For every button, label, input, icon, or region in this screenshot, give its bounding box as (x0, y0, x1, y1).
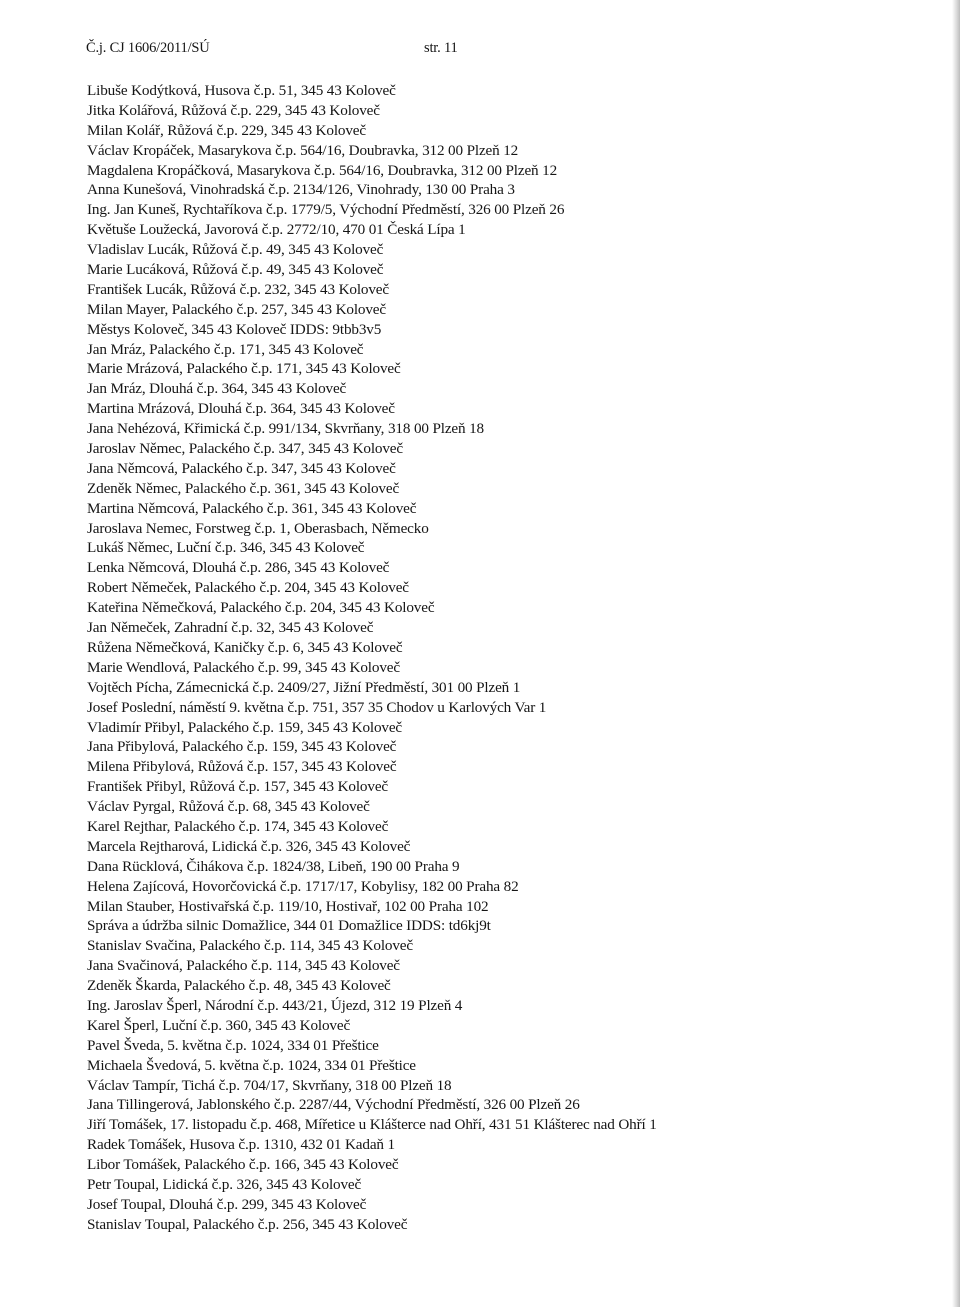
recipient-entry: Václav Tampír, Tichá č.p. 704/17, Skvrňany, 318 00 Plzeň 18 (87, 1076, 452, 1094)
recipient-entry: Kateřina Němečková, Palackého č.p. 204, 345 43 Koloveč (87, 599, 435, 617)
recipient-entry: Michaela Švedová, 5. května č.p. 1024, 334 01 Přeštice (87, 1056, 416, 1074)
scan-edge-shadow (952, 0, 960, 1307)
recipient-entry: Marie Mrázová, Palackého č.p. 171, 345 43 Koloveč (87, 360, 401, 378)
recipient-entry: Zdeněk Němec, Palackého č.p. 361, 345 43 Koloveč (87, 479, 400, 497)
recipient-entry: Karel Rejthar, Palackého č.p. 174, 345 43 Koloveč (87, 817, 389, 835)
recipient-entry: Růžena Němečková, Kaničky č.p. 6, 345 43 Koloveč (87, 638, 403, 656)
page-number: str. 11 (424, 40, 458, 56)
recipient-entry: Jan Mráz, Palackého č.p. 171, 345 43 Koloveč (87, 340, 364, 358)
recipient-entry: František Přibyl, Růžová č.p. 157, 345 43 Koloveč (87, 778, 388, 796)
recipient-entry: Stanislav Svačina, Palackého č.p. 114, 345 43 Koloveč (87, 937, 413, 955)
recipient-entry: Magdalena Kropáčková, Masarykova č.p. 564/16, Doubravka, 312 00 Plzeň 12 (87, 161, 558, 179)
recipient-entry: Květuše Loužecká, Javorová č.p. 2772/10, 470 01 Česká Lípa 1 (87, 221, 466, 239)
recipient-entry: Vladimír Přibyl, Palackého č.p. 159, 345 43 Koloveč (87, 718, 403, 736)
recipient-entry: Marie Wendlová, Palackého č.p. 99, 345 43 Koloveč (87, 658, 400, 676)
recipient-entry: Milan Mayer, Palackého č.p. 257, 345 43 Koloveč (87, 300, 386, 318)
recipient-entry: František Lucák, Růžová č.p. 232, 345 43 Koloveč (87, 280, 389, 298)
recipient-entry: Libuše Kodýtková, Husova č.p. 51, 345 43 Koloveč (87, 82, 396, 99)
recipient-entry: Městys Koloveč, 345 43 Koloveč IDDS: 9tbb3v5 (87, 320, 382, 338)
recipient-entry: Radek Tomášek, Husova č.p. 1310, 432 01 Kadaň 1 (87, 1136, 395, 1154)
recipient-entry: Karel Šperl, Luční č.p. 360, 345 43 Koloveč (87, 1016, 351, 1034)
recipient-entry: Anna Kunešová, Vinohradská č.p. 2134/126, Vinohrady, 130 00 Praha 3 (87, 181, 515, 199)
recipient-entry: Milan Stauber, Hostivařská č.p. 119/10, Hostivař, 102 00 Praha 102 (87, 897, 489, 915)
recipient-entry: Helena Zajícová, Hovorčovická č.p. 1717/17, Kobylisy, 182 00 Praha 82 (87, 877, 519, 895)
recipient-entry: Vladislav Lucák, Růžová č.p. 49, 345 43 Koloveč (87, 241, 384, 259)
recipient-entry: Václav Pyrgal, Růžová č.p. 68, 345 43 Koloveč (87, 798, 370, 816)
reference-number: Č.j. CJ 1606/2011/SÚ (86, 40, 210, 56)
recipient-entry: Robert Němeček, Palackého č.p. 204, 345 43 Koloveč (87, 579, 409, 597)
recipient-entry: Josef Poslední, náměstí 9. května č.p. 751, 357 35 Chodov u Karlových Var 1 (87, 698, 547, 716)
recipient-entry: Jaroslava Nemec, Forstweg č.p. 1, Oberasbach, Německo (87, 519, 429, 537)
recipient-entry: Jana Tillingerová, Jablonského č.p. 2287/44, Východní Předměstí, 326 00 Plzeň 26 (87, 1096, 580, 1114)
recipient-entry: Milena Přibylová, Růžová č.p. 157, 345 43 Koloveč (87, 758, 397, 776)
recipient-entry: Jan Němeček, Zahradní č.p. 32, 345 43 Koloveč (87, 619, 374, 637)
recipient-entry: Petr Toupal, Lidická č.p. 326, 345 43 Koloveč (87, 1175, 362, 1193)
recipient-entry: Stanislav Toupal, Palackého č.p. 256, 345 43 Koloveč (87, 1215, 408, 1233)
recipient-entry: Milan Kolář, Růžová č.p. 229, 345 43 Koloveč (87, 121, 366, 139)
recipient-entry: Marie Lucáková, Růžová č.p. 49, 345 43 Koloveč (87, 261, 384, 279)
recipient-entry: Lenka Němcová, Dlouhá č.p. 286, 345 43 Koloveč (87, 559, 390, 577)
recipient-entry: Pavel Šveda, 5. května č.p. 1024, 334 01 Přeštice (87, 1036, 379, 1054)
recipient-entry: Vojtěch Pícha, Zámecnická č.p. 2409/27, Jižní Předměstí, 301 00 Plzeň 1 (87, 678, 521, 696)
recipient-entry: Jana Němcová, Palackého č.p. 347, 345 43 Koloveč (87, 459, 396, 477)
recipient-entry: Martina Mrázová, Dlouhá č.p. 364, 345 43 Koloveč (87, 400, 395, 418)
recipient-entry: Jitka Kolářová, Růžová č.p. 229, 345 43 Koloveč (87, 101, 380, 119)
recipient-entry: Dana Rücklová, Čihákova č.p. 1824/38, Libeň, 190 00 Praha 9 (87, 857, 460, 875)
recipient-list (87, 81, 947, 1235)
recipient-entry: Ing. Jaroslav Šperl, Národní č.p. 443/21, Újezd, 312 19 Plzeň 4 (87, 996, 463, 1014)
recipient-entry: Ing. Jan Kuneš, Rychtaříkova č.p. 1779/5, Východní Předměstí, 326 00 Plzeň 26 (87, 201, 565, 219)
recipient-entry: Marcela Rejtharová, Lidická č.p. 326, 345 43 Koloveč (87, 837, 411, 855)
recipient-entry: Jana Svačinová, Palackého č.p. 114, 345 43 Koloveč (87, 957, 400, 975)
recipient-entry: Jana Nehézová, Křimická č.p. 991/134, Skvrňany, 318 00 Plzeň 18 (87, 420, 485, 438)
recipient-entry: Jiří Tomášek, 17. listopadu č.p. 468, Mířetice u Klášterce nad Ohří, 431 51 Klášterec nad Ohří 1 (87, 1116, 657, 1134)
recipient-entry: Libor Tomášek, Palackého č.p. 166, 345 43 Koloveč (87, 1156, 399, 1174)
recipient-entry: Jan Mráz, Dlouhá č.p. 364, 345 43 Koloveč (87, 380, 347, 398)
recipient-entry: Jana Přibylová, Palackého č.p. 159, 345 43 Koloveč (87, 738, 397, 756)
recipient-entry: Václav Kropáček, Masarykova č.p. 564/16, Doubravka, 312 00 Plzeň 12 (87, 141, 519, 159)
recipient-entry: Martina Němcová, Palackého č.p. 361, 345 43 Koloveč (87, 499, 417, 517)
recipient-entry: Josef Toupal, Dlouhá č.p. 299, 345 43 Koloveč (87, 1195, 367, 1213)
recipient-entry: Jaroslav Němec, Palackého č.p. 347, 345 43 Koloveč (87, 440, 403, 458)
recipient-entry: Zdeněk Škarda, Palackého č.p. 48, 345 43 Koloveč (87, 977, 391, 995)
recipient-entry: Lukáš Němec, Luční č.p. 346, 345 43 Koloveč (87, 539, 365, 557)
recipient-entry: Správa a údržba silnic Domažlice, 344 01 Domažlice IDDS: td6kj9t (87, 917, 491, 935)
